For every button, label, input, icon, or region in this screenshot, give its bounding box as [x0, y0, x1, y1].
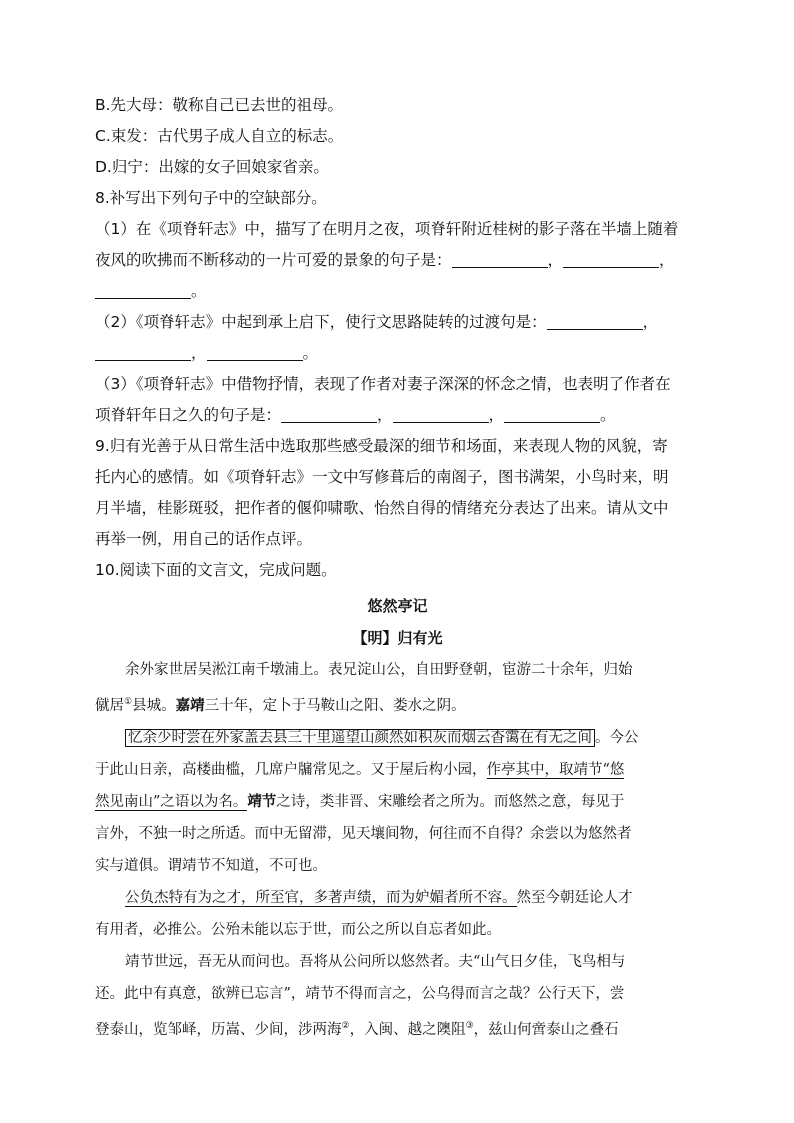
- underlined-sentence: 作亭其中，取靖节“悠: [486, 761, 625, 778]
- option-b: B.先大母：敬称自己已去世的祖母。: [95, 96, 344, 114]
- passage-line: 僦居①县城。嘉靖三十年，定卜于马鞍山之阳、娄水之阴。: [95, 696, 466, 714]
- question-8-part-1-cont2: 。: [95, 276, 700, 307]
- question-8-part-2: （2）《项脊轩志》中起到承上启下，使行文思路陡转的过渡句是： ，: [95, 313, 659, 331]
- question-8-part-3: （3）《项脊轩志》中借物抒情，表现了作者对妻子深深的怀念之情，也表明了作者在: [95, 375, 671, 393]
- answer-blank[interactable]: [207, 342, 303, 361]
- answer-blank[interactable]: [504, 404, 600, 423]
- passage-line: 于此山日亲，高楼曲槛，几席户牖常见之。又于屋后构小园，作亭其中，取靖节“悠: [95, 761, 625, 778]
- question-8-part-2-cont: ， 。: [95, 338, 700, 369]
- answer-blank[interactable]: [452, 249, 548, 268]
- question-10-stem: 10.阅读下面的文言文，完成问题。: [95, 561, 337, 579]
- answer-blank[interactable]: [393, 404, 489, 423]
- passage-line: 实与道俱。谓靖节不知道，不可也。: [95, 857, 327, 874]
- question-8-part-1-cont: 夜风的吹拂而不断移动的一片可爱的景象的句子是： ， ，: [95, 251, 675, 269]
- option-d: D.归宁：出嫁的女子回娘家省亲。: [95, 158, 329, 176]
- answer-blank[interactable]: [281, 404, 377, 423]
- underlined-sentence: 然见南山”之语以为名。: [95, 793, 248, 810]
- question-8-stem: 8.补写出下列句子中的空缺部分。: [95, 189, 327, 207]
- question-8-part-1: （1）在《项脊轩志》中，描写了在明月之夜，项脊轩附近桂树的影子落在半墙上随着: [95, 220, 679, 238]
- passage-title: 悠然亭记: [367, 597, 428, 615]
- answer-blank[interactable]: [563, 249, 659, 268]
- option-c: C.束发：古代男子成人自立的标志。: [95, 127, 344, 145]
- passage-line: 靖节世远，吾无从而问也。吾将从公问所以悠然者。夫“山气日夕佳，飞鸟相与: [125, 953, 626, 970]
- passage-line: 登泰山，览邹峄，历嵩、少间，涉两海②，入闽、越之隩阻③，兹山何啻泰山之叠石: [95, 1020, 619, 1038]
- question-9-line: 月半墙，桂影斑驳，把作者的偃仰啸歌、怡然自得的情绪充分表达了出来。请从文中: [95, 499, 669, 517]
- answer-blank[interactable]: [547, 311, 643, 330]
- passage-author: 【明】归有光: [352, 629, 443, 647]
- passage-line: 余外家世居吴淞江南千墩浦上。表兄淀山公，自田野登朝，宦游二十余年，归始: [125, 662, 633, 678]
- question-9-line: 再举一例，用自己的话作点评。: [95, 530, 313, 548]
- passage-line: 还。此中有真意，欲辨已忘言”，靖节不得而言之，公乌得而言之哉？公行天下，尝: [95, 985, 625, 1002]
- passage-line: 有用者，必推公。公殆未能以忘于世，而公之所以自忘者如此。: [95, 921, 501, 938]
- passage-line: 公负杰特有为之才，所至官，多著声绩，而为妒媚者所不容。然至今朝廷论人才: [125, 889, 633, 906]
- question-9-line: 9.归有光善于从日常生活中选取那些感受最深的细节和场面，来表现人物的风貌，寄: [95, 437, 668, 455]
- question-8-part-3-cont: 项脊轩年日之久的句子是： ， ， 。: [95, 406, 616, 424]
- answer-blank[interactable]: [95, 280, 191, 299]
- passage-line: 言外，不独一时之所适。而中无留滞，见天壤间物，何往而不自得？余尝以为悠然者: [95, 825, 632, 842]
- answer-blank[interactable]: [95, 342, 191, 361]
- boxed-sentence: 忆余少时尝在外家盖去县三十里遥望山颜然如积灰而烟云杳霭在有无之间: [125, 729, 595, 747]
- underlined-sentence: 公负杰特有为之才，所至官，多著声绩，而为妒媚者所不容。: [125, 889, 517, 906]
- passage-line: 然见南山”之语以为名。靖节之诗，类非晋、宋雕绘者之所为。而悠然之意，每见于: [95, 792, 625, 810]
- document-page: [95, 90, 700, 1046]
- question-9-line: 托内心的感情。如《项脊轩志》一文中写修葺后的南阁子，图书满架，小鸟时来，明: [95, 468, 669, 486]
- passage-line: 忆余少时尝在外家盖去县三十里遥望山颜然如积灰而烟云杳霭在有无之间 。今公: [95, 722, 700, 754]
